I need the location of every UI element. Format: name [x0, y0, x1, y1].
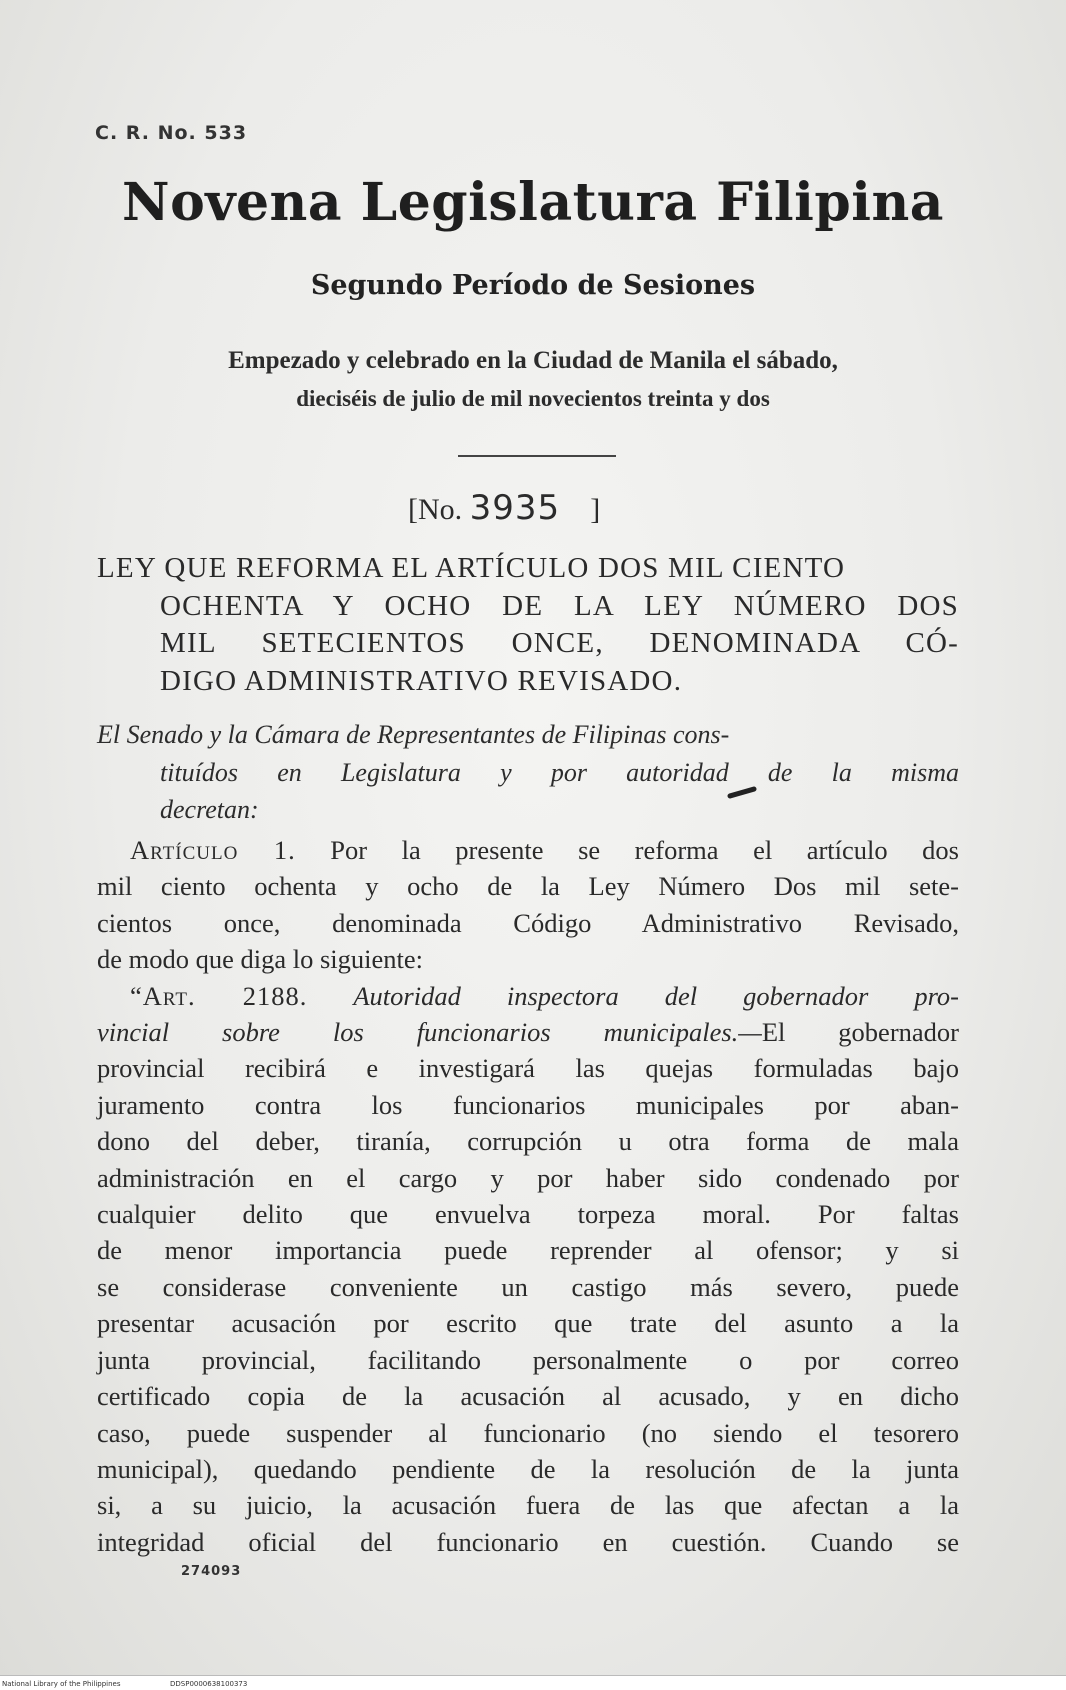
article-2188-line: cualquier delito que envuelva torpeza moral. Por faltas	[97, 1199, 959, 1230]
article-2188-line: se considerase conveniente un castigo más severo, puede	[97, 1271, 959, 1302]
divider	[458, 455, 616, 457]
cr-number: C. R. No. 533	[95, 122, 248, 144]
article-2188-line: municipal), quedando pendiente de la resolución de la junta	[97, 1453, 959, 1484]
article-2188-heading-text: vincial sobre los funcionarios municipales.—	[97, 1017, 762, 1048]
act-number	[408, 488, 600, 528]
act-number-value: 3935	[469, 488, 561, 528]
article-1-label: Artículo 1.	[130, 835, 296, 865]
article-2188-heading-cont	[97, 1014, 959, 1050]
law-title-line: MIL SETECIENTOS ONCE, DENOMINADA CÓ-	[160, 627, 959, 659]
article-2188-line: integridad oficial del funcionario en cuestión. Cuando se	[97, 1526, 959, 1557]
session-date-line: dieciséis de julio de mil novecientos treinta y dos	[296, 386, 770, 411]
article-1-text: Por la presente se reforma el artículo dos	[330, 835, 959, 865]
article-1-line	[97, 832, 959, 868]
article-2188-line: juramento contra los funcionarios municipales por aban-	[97, 1089, 959, 1120]
enacting-clause	[97, 716, 959, 829]
article-2188-heading-text: Autoridad inspectora del gobernador pro-	[353, 980, 959, 1011]
law-body	[97, 832, 959, 1560]
act-number-suffix: ]	[590, 493, 601, 526]
article-2188-line: junta provincial, facilitando personalmente o por correo	[97, 1344, 959, 1375]
article-1-line: mil ciento ochenta y ocho de la Ley Número Dos mil sete-	[97, 871, 959, 902]
article-2188-line: provincial recibirá e investigará las quejas formuladas bajo	[97, 1053, 959, 1084]
law-title-line: LEY QUE REFORMA EL ARTÍCULO DOS MIL CIENTO	[97, 552, 846, 584]
scan-source: National Library of the Philippines	[2, 1680, 121, 1688]
article-2188-line: caso, puede suspender al funcionario (no siendo el tesorero	[97, 1417, 959, 1448]
article-2188-line: si, a su juicio, la acusación fuera de las que afectan a la	[97, 1490, 959, 1521]
law-title	[97, 550, 959, 700]
article-2188-line: certificado copia de la acusación al acusado, y en dicho	[97, 1381, 959, 1412]
article-2188-line: dono del deber, tiranía, corrupción u otra forma de mala	[97, 1126, 959, 1157]
session-start-line: Empezado y celebrado en la Ciudad de Manila el sábado,	[228, 347, 838, 374]
enacting-line: decretan:	[160, 795, 259, 824]
article-2188-line: de menor importancia puede reprender al ofensor; y si	[97, 1235, 959, 1266]
article-2188-text: El gobernador	[761, 1017, 959, 1048]
article-2188-line: administración en el cargo y por haber sido condenado por	[97, 1162, 959, 1193]
act-number-prefix: [No.	[408, 493, 463, 526]
article-2188-label: “Art. 2188.	[130, 980, 308, 1011]
article-2188-heading	[97, 978, 959, 1014]
article-1-line: cientos once, denominada Código Administrativo Revisado,	[97, 907, 959, 938]
law-title-line: OCHENTA Y OCHO DE LA LEY NÚMERO DOS	[160, 589, 959, 622]
article-1-line: de modo que diga lo siguiente:	[97, 944, 424, 975]
article-2188-line: presentar acusación por escrito que trate del asunto a la	[97, 1308, 959, 1339]
legislature-title: Novena Legislatura Filipina	[122, 172, 944, 233]
scan-image-id: DDSP0000638100373	[170, 1680, 248, 1688]
session-subtitle: Segundo Período de Sesiones	[310, 270, 756, 301]
scan-footer	[0, 1675, 1066, 1690]
law-title-line: DIGO ADMINISTRATIVO REVISADO.	[160, 664, 683, 697]
enacting-line: El Senado y la Cámara de Representantes de Filipinas cons-	[97, 720, 730, 749]
print-code-number: 274093	[181, 1564, 242, 1579]
enacting-line: tituídos en Legislatura y por autoridad de la misma	[160, 757, 959, 787]
